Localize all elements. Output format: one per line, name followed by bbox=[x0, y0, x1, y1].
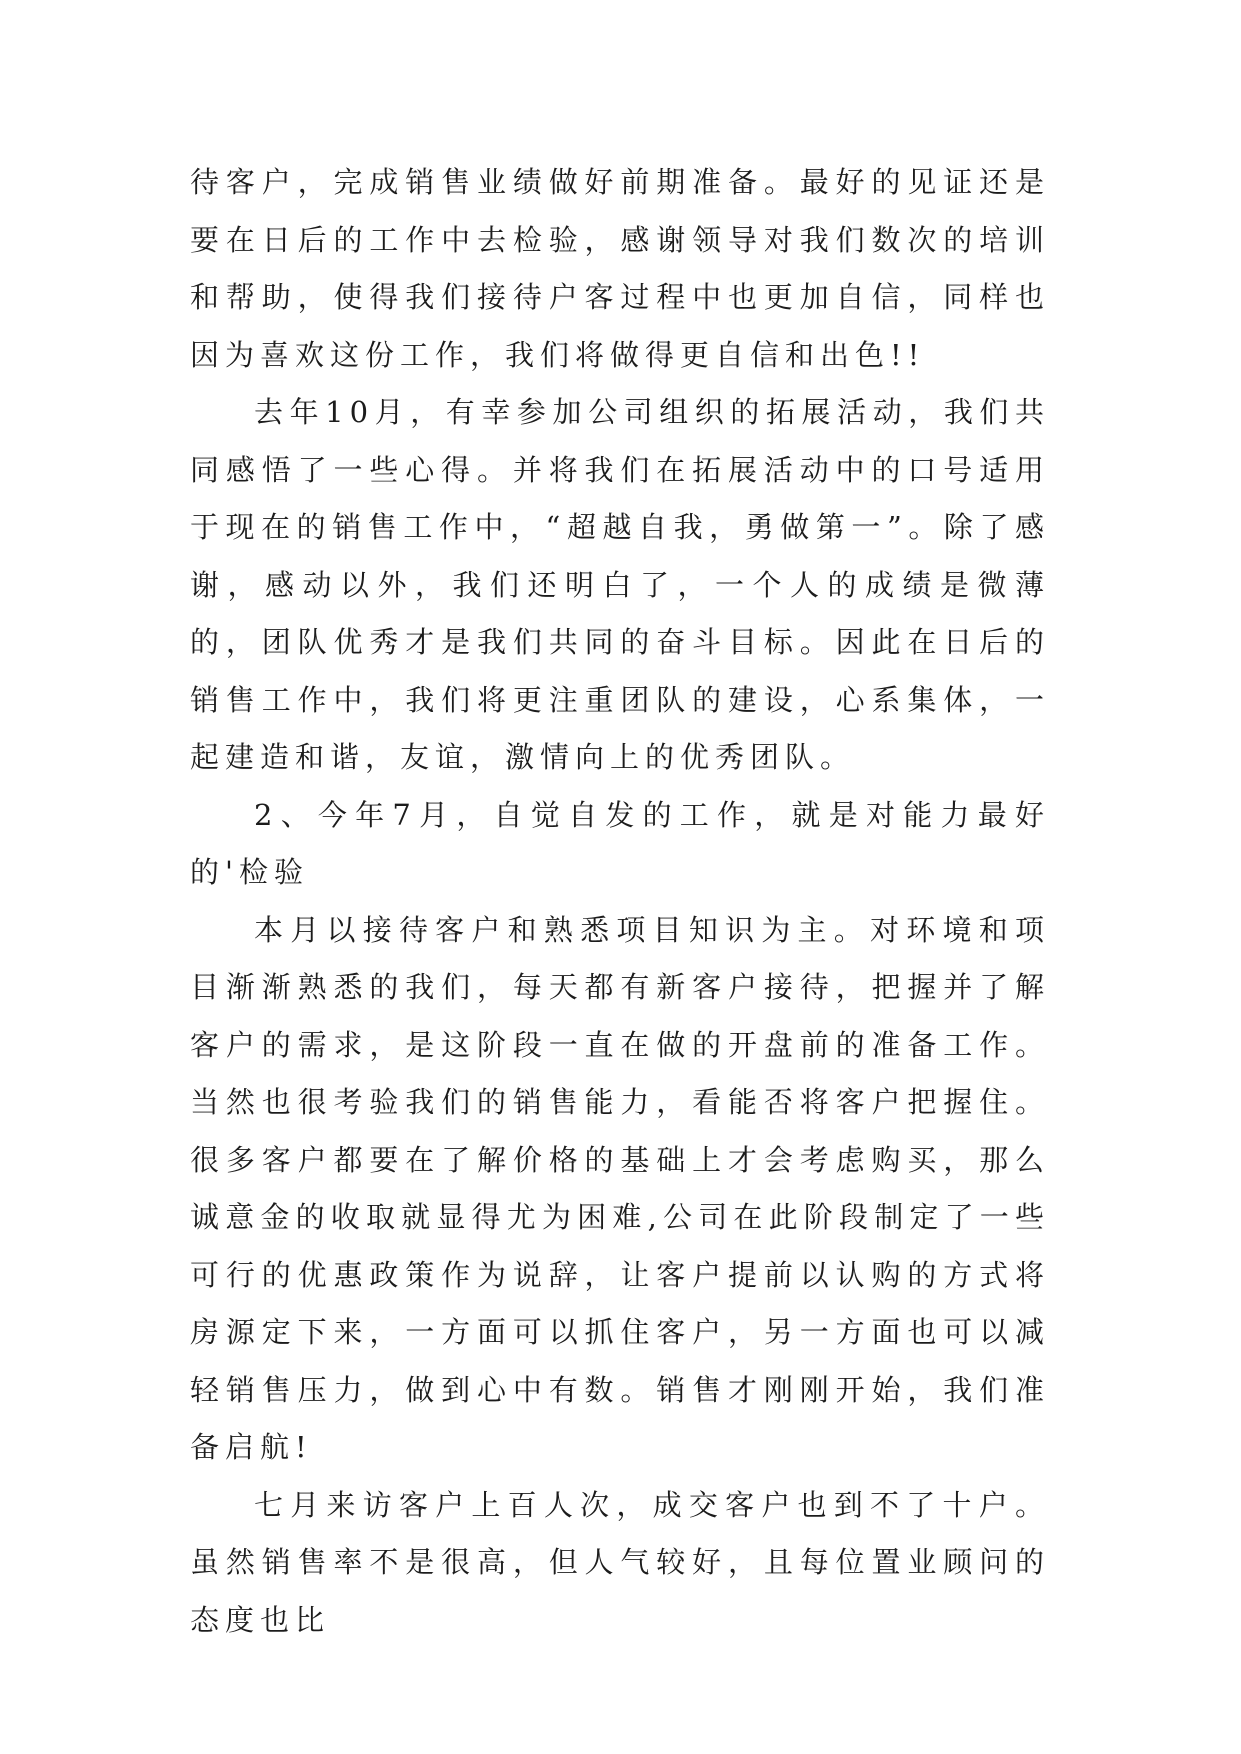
section-heading-july: 2、今年7月，自觉自发的工作，就是对能力最好的'检验 bbox=[190, 797, 1050, 889]
paragraph-monthly-work: 本月以接待客户和熟悉项目知识为主。对环境和项目渐渐熟悉的我们，每天都有新客户接待，把握并了解客户的需求，是这阶段一直在做的开盘前的准备工作。当然也很考验我们的销售能力，看能否将客户把握住。很多客户都要在了解价格的基础上才会考虑购买，那么诚意金的收取就显得尤为困难,公司在此阶段制定了一些可行的优惠政策作为说辞，让客户提前以认购的方式将房源定下来，一方面可以抓住客户，另一方面也可以减轻销售压力，做到心中有数。销售才刚刚开始，我们准备启航! bbox=[190, 912, 1050, 1464]
document-body bbox=[190, 154, 1050, 1649]
paragraph-continued: 待客户，完成销售业绩做好前期准备。最好的见证还是要在日后的工作中去检验，感谢领导对我们数次的培训和帮助，使得我们接待户客过程中也更加自信，同样也因为喜欢这份工作，我们将做得更自信和出色!! bbox=[190, 165, 1050, 372]
paragraph-july-visitors: 七月来访客户上百人次，成交客户也到不了十户。虽然销售率不是很高，但人气较好，且每位置业顾问的态度也比 bbox=[190, 1487, 1050, 1637]
paragraph-expansion-activity: 去年10月，有幸参加公司组织的拓展活动，我们共同感悟了一些心得。并将我们在拓展活动中的口号适用于现在的销售工作中，“超越自我，勇做第一”。除了感谢，感动以外，我们还明白了，一个人的成绩是微薄的，团队优秀才是我们共同的奋斗目标。因此在日后的销售工作中，我们将更注重团队的建设，心系集体，一起建造和谐，友谊，激情向上的优秀团队。 bbox=[190, 395, 1050, 774]
